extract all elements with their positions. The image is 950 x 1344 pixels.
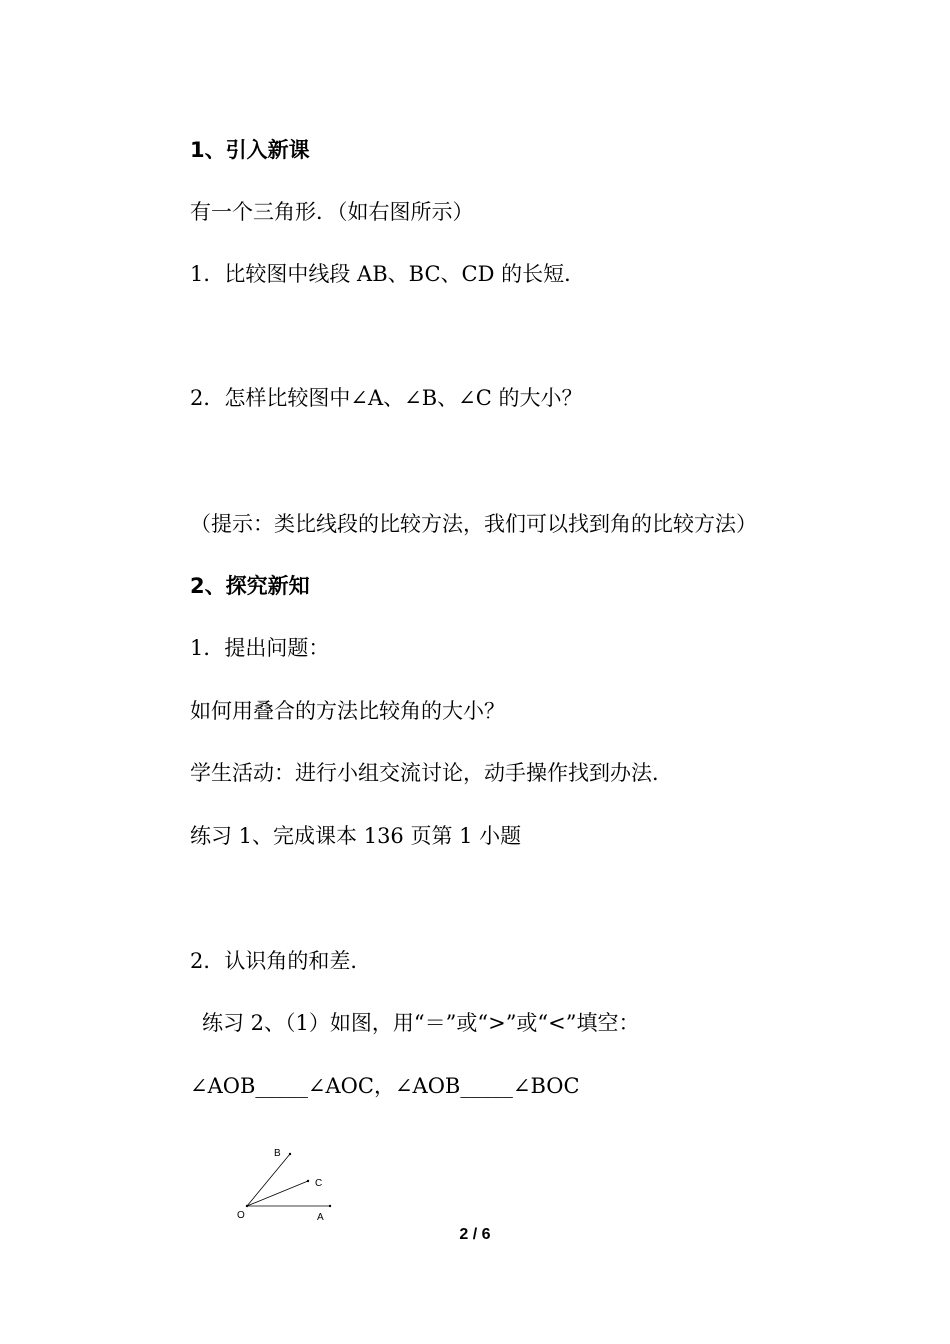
item-1: 1．提出问题： [190, 636, 330, 660]
angle-figure [230, 1140, 350, 1225]
label-o: O [237, 1210, 245, 1221]
question-text: 如何用叠合的方法比较角的大小？ [190, 699, 505, 723]
exercise-2: 练习 2、（1）如图，用“＝”或“>”或“<”填空： [202, 1011, 640, 1035]
section2-heading: 2、探究新知 [190, 574, 310, 598]
ray-oc [247, 1181, 308, 1206]
section1-heading: 1、引入新课 [190, 138, 310, 162]
question-2: 2．怎样比较图中∠A、∠B、∠C 的大小？ [190, 386, 583, 410]
ray-ob [247, 1154, 290, 1206]
fill-blanks: ∠AOB_____∠AOC，∠AOB_____∠BOC [190, 1074, 580, 1098]
point-a [329, 1205, 331, 1207]
page-number: 2 / 6 [459, 1226, 491, 1243]
activity-text: 学生活动：进行小组交流讨论，动手操作找到办法． [190, 761, 673, 785]
label-a: A [317, 1212, 324, 1223]
point-b [289, 1153, 291, 1155]
point-c [307, 1180, 309, 1182]
item-2: 2．认识角的和差． [190, 949, 372, 973]
label-b: B [274, 1148, 281, 1159]
hint-text: （提示：类比线段的比较方法，我们可以找到角的比较方法） [190, 512, 757, 536]
label-c: C [315, 1178, 323, 1189]
exercise-1: 练习 1、完成课本 136 页第 1 小题 [190, 824, 522, 848]
point-o [246, 1205, 248, 1207]
intro-text: 有一个三角形．（如右图所示） [190, 200, 474, 224]
question-1: 1．比较图中线段 AB、BC、CD 的长短． [190, 262, 586, 286]
